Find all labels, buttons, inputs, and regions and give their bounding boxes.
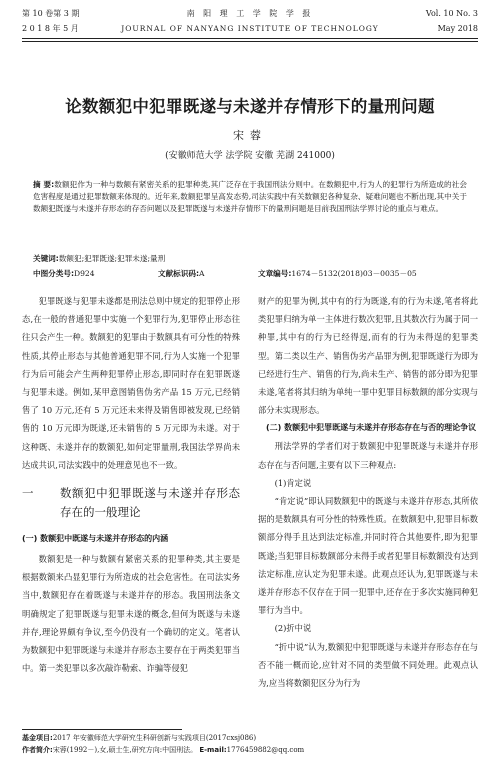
keywords-label: 关键词: [33, 254, 59, 263]
abstract-text: 数额犯作为一种与数额有紧密关系的犯罪种类,其广泛存在于我国刑法分则中。在数额犯中,行为人的犯罪行为所造成的社会危害程度是通过犯罪数额来体现的。近年来,数额犯罪呈高发态势,司法实践中有关数额犯各种复杂、疑难问题也不断出现,其中关于数额犯既遂与未遂并存形态的存否问题以及犯罪既遂与未遂并存情形下的量刑问题是目前我国刑法学界讨论的重点与难点。 [33, 180, 467, 214]
journal-name-en: JOURNAL OF NANYANG INSTITUTE OF TECHNOLOGY [121, 24, 379, 33]
body-paragraph: 数额犯是一种与数额有紧密关系的犯罪种类,其主要是根据数额来凸显犯罪行为所造成的社会危害性。在司法实务当中,数额犯存在着既遂与未遂并存的形态。我国刑法条文明确规定了犯罪既遂与犯罪未遂的概念,但何为既遂与未遂并存,理论界颇有争议,至今仍没有一个确切的定义。笔者认为数额犯中犯罪既遂与未遂并存形态主要存在于两类犯罪当中。第一类犯罪以多次敲诈勒索、诈骗等侵犯 [22, 554, 240, 674]
section-title: 数额犯中犯罪既遂与未遂并存形态存在的一般理论 [60, 486, 240, 520]
author-bio-label: 作者简介: [22, 746, 53, 754]
clc-label: 中图分类号: [33, 269, 75, 278]
article-title: 论数额犯中犯罪既遂与未遂并存情形下的量刑问题 [65, 97, 435, 116]
subsection-heading-1: (一) 数额犯中既遂与未遂并存形态的内涵 [22, 534, 169, 544]
author-name: 宋蓉 [233, 129, 267, 142]
viewpoint-heading: (2)折中说 [274, 623, 312, 634]
clc-field [33, 268, 95, 280]
header-rule-top [22, 38, 478, 39]
article-no-label: 文章编号: [258, 269, 292, 278]
email-address: 1776459882@qq.com [226, 746, 305, 754]
journal-name-cn: 南 阳 理 工 学 院 学 报 [186, 9, 314, 18]
funding-text: 2017 年安徽师范大学研究生科研创新与实践项目(2017cxsj086) [52, 734, 257, 742]
body-paragraph: 犯罪既遂与犯罪未遂都是刑法总则中规定的犯罪停止形态,在一般的普通犯罪中实施一个犯罪行为,犯罪停止形态往往只会产生一种。数额犯的犯罪由于数额具有可分性的特殊性质,其停止形态与其他普通犯罪不同,行为人实施一个犯罪行为后可能会产生两种犯罪停止形态,即同时存在犯罪既遂与犯罪未遂。例如,某甲意图销售伪劣产品 15 万元,已经销售了 10 万元,还有 5 万元还未来得及销售即被发现,已经销售的 10 万元即为既遂,还未销售的 5 万元即为未遂。对于这种既、未遂并存的数额犯,如何定罪量刑,我国法学界尚未达成共识,司法实践中的处理意见也不一致。 [22, 296, 240, 470]
body-paragraph: “折中说”认为,数额犯中犯罪既遂与未遂并存形态存在与否不能一概而论,应针对不同的类型做不同处理。此观点认为,应当将数额犯区分为行为 [258, 641, 478, 689]
author-bio-note [22, 745, 478, 755]
body-column-left [22, 292, 240, 677]
article-no-field [258, 268, 417, 280]
body-column-right [258, 292, 478, 692]
doc-code-value: A [199, 269, 205, 278]
author-affiliation: (安徽师范大学 法学院 安徽 芜湖 241000) [165, 151, 335, 161]
doc-code-field [158, 268, 205, 280]
subsection-heading-2: (二) 数额犯中犯罪既遂与未遂并存形态存在与否的理论争议 [266, 423, 477, 433]
header-rule-bottom [22, 41, 478, 42]
abstract-label: 摘 要: [33, 180, 55, 189]
section-heading-1 [22, 484, 240, 522]
article-no-value: 1674－5132(2018)03－0035－05 [291, 269, 417, 278]
body-paragraph: 刑法学界的学者们对于数额犯中犯罪既遂与未遂并存形态存在与否问题,主要有以下三种观点: [258, 441, 478, 470]
volume-issue-cn: 第 10 卷第 3 期 [22, 9, 80, 18]
section-number: 一 [22, 486, 34, 501]
funding-note [22, 733, 478, 743]
funding-label: 基金项目: [22, 734, 53, 742]
keywords-text: 数额犯;犯罪既遂;犯罪未遂;量刑 [58, 254, 166, 263]
viewpoint-heading: (1)肯定说 [274, 477, 312, 488]
author-bio-text: 宋蓉(1992－),女,硕士生,研究方向:中国刑法。 [52, 746, 198, 754]
doc-code-label: 文献标识码: [158, 269, 200, 278]
body-paragraph: “肯定说”即认同数额犯中的既遂与未遂并存形态,其所依据的是数额具有可分性的特殊性质。在数额犯中,犯罪目标数额部分得手且达到法定标准,并同时符合其他要件,即为犯罪既遂;当犯罪目标数额部分未得手或者犯罪目标数额没有达到法定标准,应认定为犯罪未遂。此观点还认为,犯罪既遂与未遂并存形态不仅存在于同一犯罪中,还存在于多次实施同种犯罪行为当中。 [258, 496, 478, 616]
keywords [33, 253, 467, 265]
footnote-rule [22, 729, 182, 730]
date-en: May 2018 [437, 24, 478, 33]
volume-issue-en: Vol. 10 No. 3 [425, 9, 478, 18]
clc-value: D924 [74, 269, 95, 278]
email-label: E-mail: [199, 746, 227, 754]
abstract [33, 179, 467, 216]
date-cn: 2 0 1 8 年 5 月 [22, 24, 79, 33]
body-paragraph: 财产的犯罪为例,其中有的行为既遂,有的行为未遂,笔者将此类犯罪归纳为单一主体进行数次犯罪,且其数次行为属于同一种罪,其中有的行为已经得逞,而有的行为未得逞的犯罪类型。第二类以生产、销售伪劣产品罪为例,犯罪既遂行为即为已经进行生产、销售的行为,尚未生产、销售的部分即为犯罪未遂,笔者将其归纳为单纯一罪中犯罪目标数额的部分实现与部分未实现形态。 [258, 296, 478, 416]
